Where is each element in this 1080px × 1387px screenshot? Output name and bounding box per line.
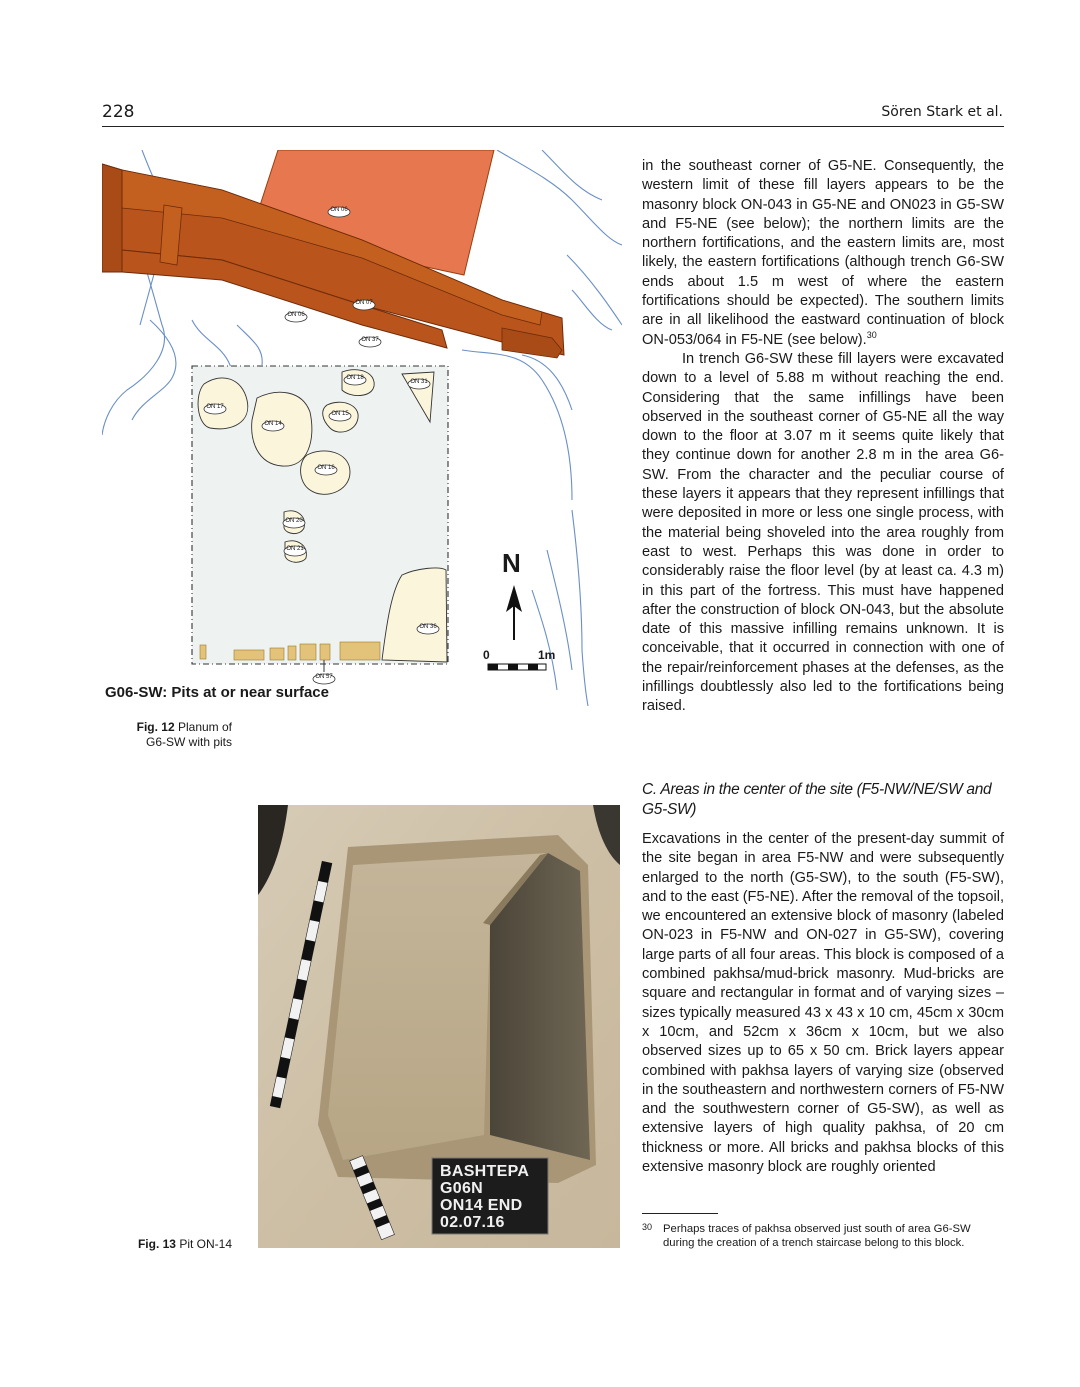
find-sign [440, 1163, 550, 1231]
fortification-end [102, 164, 122, 272]
pit-label: ON 15 [331, 411, 349, 417]
pit-label: ON 20 [285, 518, 303, 524]
site-plan-drawing [102, 150, 622, 706]
running-head: Sören Stark et al. [881, 104, 1003, 120]
pit-label: ON 06 [287, 312, 305, 318]
pit-label: ON 31 [410, 379, 428, 385]
figure-13-photo [258, 805, 620, 1248]
sign-line-4: 02.07.16 [440, 1214, 505, 1231]
pit-label: ON 18 [346, 375, 364, 381]
figure-12-caption [102, 720, 232, 750]
pit-label: ON 16 [317, 465, 335, 471]
page-number: 228 [102, 102, 135, 122]
paragraph-3: Excavations in the center of the present-day summit of the site began in area F5-NW and were subsequently enlarged to the north (G5-SW), to the south (F5-SW), and to the east (F5-NE). After the removal of the topsoil, we encountered an extensive block of masonry (labeled ON-023 in F5-NW and ON-027 in G5-SW), covering large parts of all four areas. This block is composed of a combined pakhsa/mud-brick masonry. Mud-bricks are square and rectangular in format and of varying sizes – sizes typically measured 43 x 43 x 10 cm, 45cm x 30cm x 10cm, and 52cm x 36cm x 10cm, but we also observed sizes up to 65 x 50 cm. Brick layers appear combined with pakhsa layers of varying size (observed in the southeastern and northwestern corners of F5-NW and the southwestern corner of G5-SW), as well as extensive layers of high quality pakhsa, of 20 cm thickness or more. All bricks and pakhsa blocks of this extensive masonry block are roughly oriented [642, 831, 1004, 1176]
figure-12-site-plan [102, 150, 622, 706]
scale-end-label: 1m [538, 648, 556, 662]
sign-line-2: G06N [440, 1180, 483, 1197]
figure-13-caption-text: Pit ON-14 [179, 1237, 232, 1251]
paragraph-1 [642, 157, 1004, 350]
body-column-bottom [642, 830, 1004, 1177]
paragraph-1-text: in the southeast corner of G5-NE. Consequently, the western limit of these fill layers appears to be the masonry block ON-043 in G5-NE and ON023 in G5-SW and F5-NE (see below); the northern limits are the northern fortifications, and the eastern limits are, most likely, the eastern fortifications (although trench G6-SW ends about 1.5 m west of where the eastern fortifications should be expected). The southern limits are in all likelihood the eastward continuation of block ON-053/064 in F5-NE (see below). [642, 158, 1004, 348]
pit-label: ON 17 [206, 404, 224, 410]
pit-label: ON 37 [361, 337, 379, 343]
figure-12-caption-label: Fig. 12 [136, 720, 175, 734]
sign-line-1: BASHTEPA [440, 1163, 530, 1180]
pit-label: ON 06 [330, 207, 348, 213]
north-arrow-icon [506, 585, 522, 640]
footnote-text: Perhaps traces of pakhsa observed just south of area G6-SW during the creation of a trench staircase belong to this block. [663, 1223, 971, 1249]
figure-13-caption [102, 1237, 232, 1252]
footnote-number: 30 [642, 1222, 653, 1232]
scale-bar [488, 664, 546, 670]
body-column-top [642, 157, 1004, 717]
footnote [642, 1222, 1004, 1250]
footnote-ref[interactable]: 30 [866, 329, 877, 340]
figure-13-caption-label: Fig. 13 [137, 1237, 176, 1251]
footnote-rule [642, 1213, 718, 1214]
map-title: G06-SW: Pits at or near surface [105, 684, 329, 701]
figure-12-caption-text-1: Planum of [177, 720, 232, 734]
section-heading: C. Areas in the center of the site (F5-NW/NE/SW and G5-SW) [642, 781, 992, 818]
figure-12-caption-text-2: G6-SW with pits [145, 735, 232, 749]
pit-label: ON 07 [355, 300, 373, 306]
pit-label: ON 14 [264, 421, 282, 427]
pit-label: ON 21 [286, 546, 304, 552]
pit-label: ON 36 [419, 624, 437, 630]
paragraph-2: In trench G6-SW these fill layers were excavated down to a level of 5.88 m without reaching the end. Considering that the same infillings have been observed in the southeast corner of G5-NE all the way down to the floor at 3.07 m it seems quite likely that they continue down for another 2.8 m in the area G6-SW. From the character and the peculiar course of these layers it appears that they represent infillings that were deposited in more or less one single process, with the material being shoveled into the area roughly from east to west. Perhaps this was done in order to considerably raise the floor level (by at least ca. 4.3 m) in this part of the fortress. This must have happened after the construction of block ON-043, but the absolute date of this massive infilling remains unknown. It is conceivable, that it occurred in connection with one of the repair/reinforcement phases at the defenses, as the infillings doubtlessly also led to the fortifications being raised. [642, 350, 1004, 715]
north-label: N [502, 548, 521, 578]
pit-photo-drawing [258, 805, 620, 1248]
sign-line-3: ON14 END [440, 1197, 523, 1214]
pit-label: ON 57 [315, 674, 333, 680]
header-rule [102, 126, 1004, 127]
scale-zero-label: 0 [483, 648, 490, 662]
